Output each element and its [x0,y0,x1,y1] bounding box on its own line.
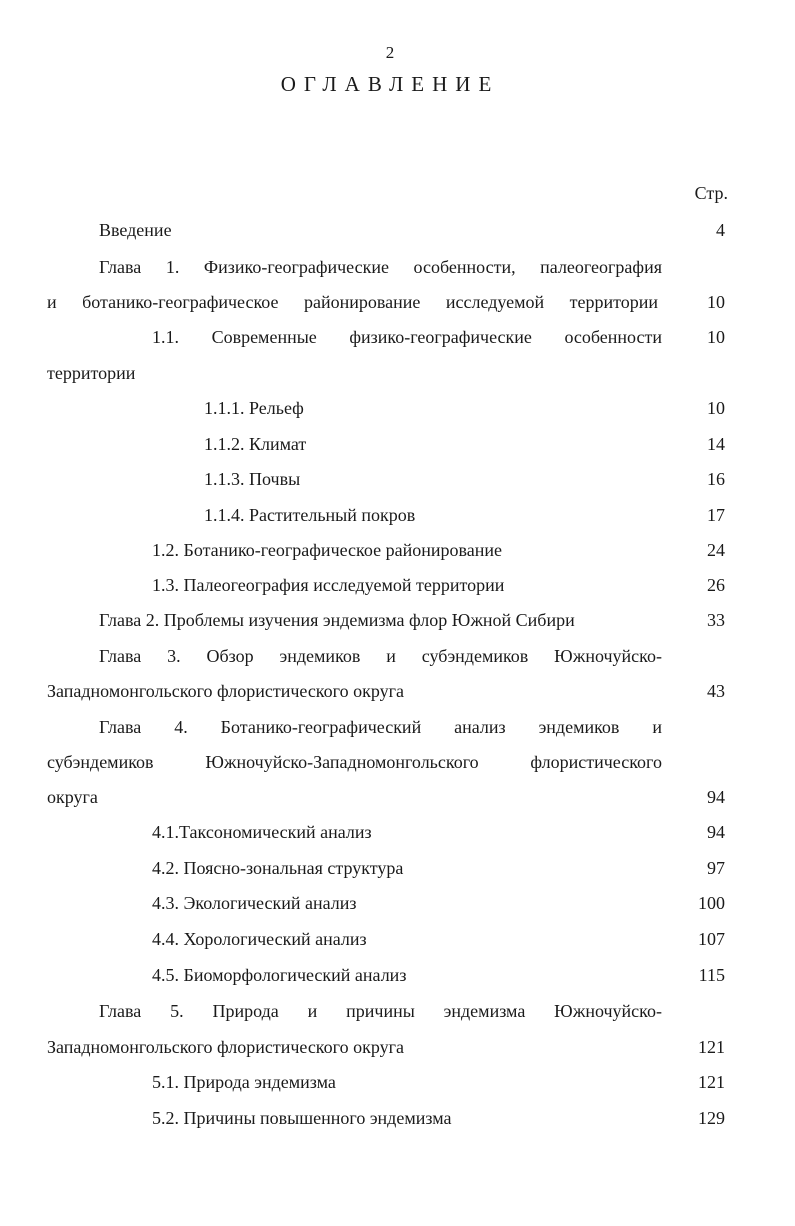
toc-entry-text: Введение [99,220,172,240]
toc-entry-text: 4.2. Поясно-зональная структура [152,858,404,878]
toc-title: ОГЛАВЛЕНИЕ [280,72,500,96]
toc-entry-text: территории [47,363,136,383]
toc-entry-page: 16 [707,469,725,489]
toc-entry-text: 1.1. Современные физико-географические особенности [152,327,662,347]
toc-entry-text: 4.4. Хорологический анализ [152,929,367,949]
toc-entry-page: 121 [698,1037,725,1057]
toc-entry-page: 10 [707,327,725,347]
toc-entry-page: 24 [707,540,725,560]
toc-entry-text: 4.5. Биоморфологический анализ [152,965,407,985]
toc-entry-text: 1.1.2. Климат [204,434,307,454]
toc-entry-page: 4 [716,220,725,240]
toc-entry-text: 4.1.Таксономический анализ [152,822,372,842]
toc-entry-page: 129 [698,1108,725,1128]
toc-entry-page: 121 [698,1072,725,1092]
toc-entry-page: 10 [707,398,725,418]
toc-entry-text: 1.3. Палеогеография исследуемой территории [152,575,505,595]
toc-entry-page: 10 [707,292,725,312]
toc-entry-page: 94 [707,822,725,842]
toc-entry-page: 97 [707,858,725,878]
toc-entry-text: округа [47,787,98,807]
toc-entry-text: 1.1.1. Рельеф [204,398,304,418]
toc-entry-text: 1.2. Ботанико-географическое районирование [152,540,502,560]
toc-entry-text: 5.1. Природа эндемизма [152,1072,336,1092]
toc-entry-text: Западномонгольского флористического округа [47,681,404,701]
toc-entry-text: Глава 3. Обзор эндемиков и субэндемиков Южночуйско- [99,646,662,666]
toc-entry-text: Глава 4. Ботанико-географический анализ эндемиков и [99,717,662,737]
toc-entry-text: 1.1.4. Растительный покров [204,505,416,525]
toc-entry-page: 43 [707,681,725,701]
toc-entry-text: Глава 2. Проблемы изучения эндемизма флор Южной Сибири [99,610,575,630]
toc-entry-text: 1.1.3. Почвы [204,469,301,489]
toc-entry-page: 107 [698,929,725,949]
toc-entry-page: 26 [707,575,725,595]
toc-entry-page: 94 [707,787,725,807]
toc-entry-text: и ботанико-географическое районирование исследуемой территории [47,292,658,312]
toc-entry-text: Глава 5. Природа и причины эндемизма Южночуйско- [99,1001,662,1021]
toc-entry-page: 17 [707,505,725,525]
page-number: 2 [385,43,395,62]
toc-entry-text: 4.3. Экологический анализ [152,893,357,913]
toc-entry-page: 33 [707,610,725,630]
toc-entry-page: 14 [707,434,725,454]
toc-entry-page: 115 [698,965,725,985]
toc-entry-text: Западномонгольского флористического округа [47,1037,404,1057]
toc-entry-text: Глава 1. Физико-географические особенности, палеогеография [99,257,662,277]
toc-entry-page: 100 [698,893,725,913]
page-column-header: Стр. [694,183,728,203]
toc-entry-text: 5.2. Причины повышенного эндемизма [152,1108,452,1128]
toc-entry-text: субэндемиков Южночуйско-Западномонгольского флористического [47,752,662,772]
